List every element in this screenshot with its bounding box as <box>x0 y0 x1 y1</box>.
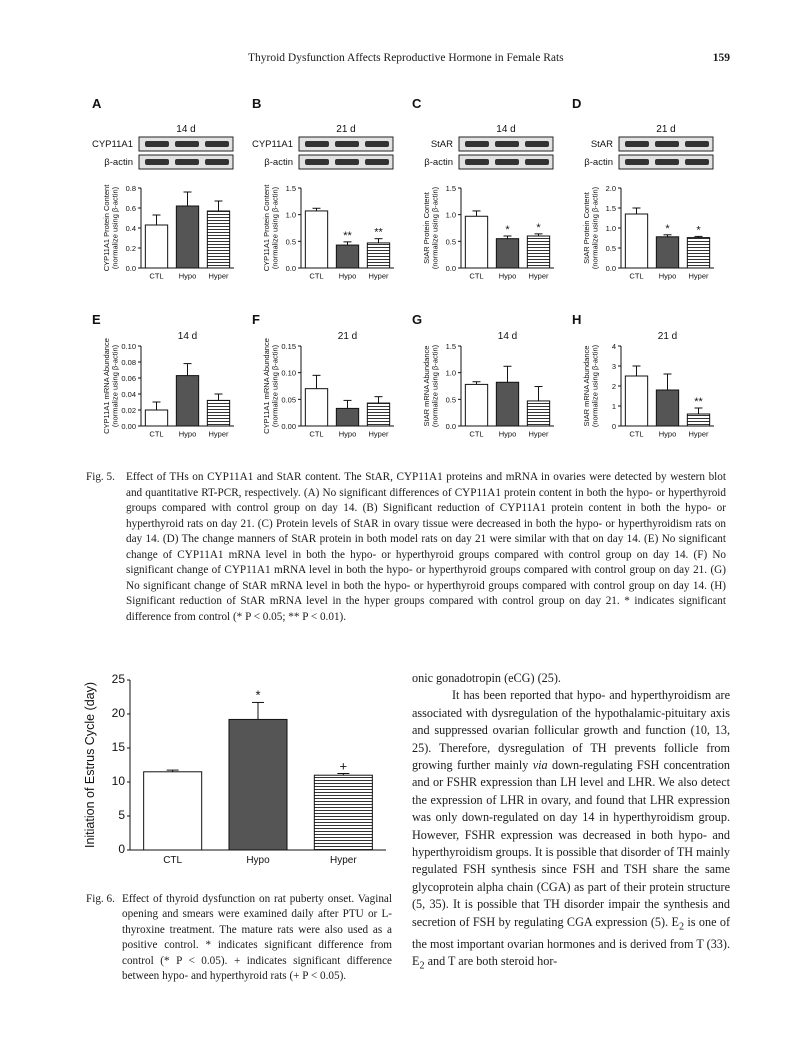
y-tick-label-f-1: 0.05 <box>281 395 296 405</box>
blot-label-c-0: StAR <box>430 139 453 150</box>
time-label-e: 14 d <box>177 331 198 342</box>
significance-mark-b-2: ** <box>374 226 383 239</box>
blot-band-b-1-0 <box>305 159 329 165</box>
panel-label-b: B <box>252 96 262 111</box>
y-tick-label-g-1: 0.5 <box>445 395 456 405</box>
y-axis-label-b-1: (normalize using β-actin) <box>270 186 280 270</box>
bar-b-hyper <box>367 243 389 268</box>
blot-band-a-0-0 <box>145 141 169 147</box>
panel-label-g: G <box>412 312 423 327</box>
significance-mark-b-1: ** <box>343 229 352 242</box>
y-tick-label-c-0: 0.0 <box>445 264 456 273</box>
blot-band-a-0-2 <box>205 141 229 147</box>
y-tick-label-b-3: 1.5 <box>285 184 296 193</box>
y-tick-label-d-0: 0.0 <box>605 264 616 273</box>
bar-c-hypo <box>496 239 518 268</box>
blot-band-c-0-1 <box>495 141 519 147</box>
y-tick-label-fig6-4: 20 <box>111 706 125 720</box>
blot-band-c-1-1 <box>495 159 519 165</box>
y-tick-label-a-2: 0.4 <box>125 224 136 233</box>
bar-b-ctl <box>305 211 327 268</box>
y-tick-label-fig6-5: 25 <box>111 672 125 686</box>
blot-band-d-1-0 <box>625 159 649 165</box>
y-axis-label-f-1: (normalize using β-actin) <box>270 344 280 428</box>
time-label-d: 21 d <box>656 124 676 135</box>
figure-5 <box>86 96 746 456</box>
figure-6-caption-label: Fig. 6. <box>86 893 115 905</box>
body-text-run: down-regulating FSH concentration and or FSHR expression than LH level and LHR. We also detect the expression of LHR in ovary, and found that LHR expression was only down-regulated on day 14 in hyperthyroidism group. However, FSHR expression was decreased in both hypo- and hyperthyroidism groups. It is possible that disorder of TH mainly regulated FSH synthesis since FSH and TSH share the same glycoprotein alpha chain (CGA) as part of their protein structure (5, 35). It is possible that TH disorder impair the synthesis and secretion of FSH by regulating CGA expression (5). E <box>412 758 730 929</box>
y-tick-label-f-2: 0.10 <box>281 368 296 378</box>
x-tick-label-h-2: Hyper <box>688 429 709 439</box>
bar-a-ctl <box>145 225 167 268</box>
significance-mark-c-2: * <box>536 221 541 234</box>
y-tick-label-b-2: 1.0 <box>285 210 296 220</box>
x-tick-label-b-1: Hypo <box>338 271 357 281</box>
y-tick-label-fig6-3: 15 <box>111 740 125 754</box>
bar-fig6-hypo <box>229 719 287 850</box>
panel-label-d: D <box>572 96 582 111</box>
x-tick-label-a-0: CTL <box>149 271 164 281</box>
y-axis-label-c-0: StAR Protein Content <box>422 192 431 264</box>
running-title: Thyroid Dysfunction Affects Reproductive Hormone in Female Rats <box>248 52 564 64</box>
y-axis-label-b-0: CYP11A1 Protein Content <box>262 184 271 272</box>
blot-label-d-1: β-actin <box>584 157 613 168</box>
y-axis-label-a-1: (normalize using β-actin) <box>110 186 120 270</box>
bar-fig6-hyper <box>314 775 372 850</box>
x-tick-label-f-0: CTL <box>309 429 324 439</box>
x-tick-label-e-1: Hypo <box>178 429 197 439</box>
y-tick-label-e-3: 0.06 <box>121 374 136 383</box>
figure-5-caption <box>86 470 726 625</box>
bar-e-hypo <box>176 376 198 426</box>
figure-6 <box>83 668 396 878</box>
significance-mark-c-1: * <box>505 224 510 236</box>
x-tick-label-d-1: Hypo <box>658 271 677 281</box>
bar-g-hyper <box>527 401 549 426</box>
x-tick-label-fig6-0: CTL <box>163 855 183 866</box>
blot-band-a-1-1 <box>175 159 199 165</box>
body-italic-run: via <box>532 758 548 773</box>
bar-g-hypo <box>496 382 518 426</box>
y-tick-label-fig6-0: 0 <box>118 842 125 856</box>
y-axis-label-e-0: CYP11A1 mRNA Abundance <box>102 338 111 434</box>
y-tick-label-h-0: 0 <box>611 422 616 431</box>
y-tick-label-d-3: 1.5 <box>605 204 616 213</box>
x-tick-label-g-2: Hyper <box>528 429 549 439</box>
blot-band-c-0-0 <box>465 141 489 147</box>
time-label-a: 14 d <box>176 124 196 135</box>
bar-c-ctl <box>465 216 487 268</box>
blot-band-b-0-1 <box>335 141 359 147</box>
y-tick-label-c-1: 0.5 <box>445 237 456 247</box>
blot-band-b-0-0 <box>305 141 329 147</box>
x-tick-label-f-1: Hypo <box>338 429 357 439</box>
y-axis-label-d-1: (normalize using β-actin) <box>590 186 600 270</box>
bar-e-hyper <box>207 400 229 426</box>
y-axis-label-g-1: (normalize using β-actin) <box>430 344 440 428</box>
blot-label-d-0: StAR <box>590 139 613 150</box>
y-tick-label-e-4: 0.08 <box>121 358 136 367</box>
y-tick-label-g-2: 1.0 <box>445 368 456 378</box>
x-tick-label-fig6-1: Hypo <box>246 855 270 866</box>
blot-band-a-1-2 <box>205 159 229 165</box>
blot-band-d-1-2 <box>685 159 709 165</box>
body-text-column <box>412 670 730 975</box>
y-axis-label-a-0: CYP11A1 Protein Content <box>102 184 111 272</box>
y-axis-label-g-0: StAR mRNA Abundance <box>422 345 431 427</box>
y-tick-label-c-2: 1.0 <box>445 210 456 220</box>
y-tick-label-f-3: 0.15 <box>281 342 296 351</box>
panel-label-f: F <box>252 312 260 327</box>
y-tick-label-a-0: 0.0 <box>125 264 136 273</box>
subscript: 2 <box>678 921 685 933</box>
blot-band-c-0-2 <box>525 141 549 147</box>
y-tick-label-f-0: 0.00 <box>281 422 296 431</box>
blot-label-c-1: β-actin <box>424 157 453 168</box>
time-label-b: 21 d <box>336 124 356 135</box>
y-tick-label-e-2: 0.04 <box>121 390 136 399</box>
bar-d-hyper <box>687 238 709 268</box>
y-tick-label-g-3: 1.5 <box>445 342 456 351</box>
time-label-c: 14 d <box>496 124 516 135</box>
time-label-g: 14 d <box>497 331 518 342</box>
bar-g-ctl <box>465 384 487 426</box>
bar-d-ctl <box>625 214 647 268</box>
y-tick-label-b-0: 0.0 <box>285 264 296 273</box>
y-tick-label-e-5: 0.10 <box>121 342 136 351</box>
bar-h-hypo <box>656 390 678 426</box>
body-text-run: and T are both steroid hor- <box>424 953 558 968</box>
body-paragraph-1: onic gonadotropin (eCG) (25). <box>412 671 561 685</box>
bar-h-ctl <box>625 376 647 426</box>
y-tick-label-fig6-1: 5 <box>118 808 125 822</box>
y-tick-label-g-0: 0.0 <box>445 422 456 431</box>
y-tick-label-a-4: 0.8 <box>125 184 136 193</box>
x-tick-label-h-0: CTL <box>629 429 644 439</box>
blot-label-b-0: CYP11A1 <box>251 139 293 150</box>
bar-b-hypo <box>336 245 358 268</box>
figure-5-canvas <box>86 96 746 456</box>
y-tick-label-c-3: 1.5 <box>445 184 456 193</box>
blot-band-d-0-0 <box>625 141 649 147</box>
bar-a-hypo <box>176 206 198 268</box>
y-axis-label-h-0: StAR mRNA Abundance <box>582 345 591 427</box>
y-tick-label-e-1: 0.02 <box>121 406 136 415</box>
bar-a-hyper <box>207 211 229 268</box>
x-tick-label-d-2: Hyper <box>688 271 709 281</box>
y-tick-label-b-1: 0.5 <box>285 237 296 247</box>
x-tick-label-g-1: Hypo <box>498 429 517 439</box>
x-tick-label-h-1: Hypo <box>658 429 677 439</box>
bar-d-hypo <box>656 237 678 268</box>
x-tick-label-fig6-2: Hyper <box>329 855 357 866</box>
y-tick-label-fig6-2: 10 <box>111 774 125 788</box>
page-number: 159 <box>712 52 730 64</box>
y-tick-label-d-4: 2.0 <box>605 184 616 193</box>
body-text-run: is one of the most important ovarian hormones and is derived from T (33). E <box>412 914 730 968</box>
y-tick-label-h-1: 1 <box>611 402 616 411</box>
significance-mark-fig6-2: + <box>339 758 348 774</box>
body-paragraph-2 <box>412 687 730 974</box>
y-axis-label-e-1: (normalize using β-actin) <box>110 344 120 428</box>
y-tick-label-a-1: 0.2 <box>125 244 136 253</box>
blot-band-d-1-1 <box>655 159 679 165</box>
x-tick-label-c-1: Hypo <box>498 271 517 281</box>
blot-band-b-1-2 <box>365 159 389 165</box>
subscript: 2 <box>419 960 425 972</box>
blot-band-d-0-2 <box>685 141 709 147</box>
bar-c-hyper <box>527 236 549 268</box>
y-axis-label-d-0: StAR Protein Content <box>582 192 591 264</box>
blot-band-b-0-2 <box>365 141 389 147</box>
x-tick-label-b-2: Hyper <box>368 271 389 281</box>
bar-fig6-ctl <box>144 772 202 850</box>
body-text-run: It has been reported that hypo- and hyperthyroidism are associated with dysregulation of the hypothalamic-pituitary axis and suppressed ovarian follicular growth and function (10, 13, 25). Therefore, dysregulation of TH prevents follicle from growing further mainly <box>412 688 730 773</box>
y-axis-label-f-0: CYP11A1 mRNA Abundance <box>262 338 271 434</box>
bar-e-ctl <box>145 410 167 426</box>
blot-band-c-1-0 <box>465 159 489 165</box>
figure-5-caption-label: Fig. 5. <box>86 471 115 483</box>
blot-band-a-1-0 <box>145 159 169 165</box>
y-tick-label-h-3: 3 <box>611 362 616 371</box>
x-tick-label-c-0: CTL <box>469 271 484 281</box>
x-tick-label-e-0: CTL <box>149 429 164 439</box>
y-axis-label-h-1: (normalize using β-actin) <box>590 344 600 428</box>
significance-mark-fig6-1: * <box>255 687 261 703</box>
blot-band-d-0-1 <box>655 141 679 147</box>
blot-label-b-1: β-actin <box>264 157 293 168</box>
figure-6-caption <box>86 892 392 984</box>
x-tick-label-a-1: Hypo <box>178 271 197 281</box>
panel-label-c: C <box>412 96 422 111</box>
bar-f-hyper <box>367 403 389 426</box>
y-tick-label-d-2: 1.0 <box>605 224 616 233</box>
x-tick-label-b-0: CTL <box>309 271 324 281</box>
x-tick-label-e-2: Hyper <box>208 429 229 439</box>
significance-mark-d-2: * <box>696 224 701 237</box>
x-tick-label-d-0: CTL <box>629 271 644 281</box>
time-label-f: 21 d <box>337 331 358 342</box>
blot-band-a-0-1 <box>175 141 199 147</box>
bar-f-ctl <box>305 389 327 426</box>
panel-label-h: H <box>572 312 582 327</box>
blot-band-c-1-2 <box>525 159 549 165</box>
y-tick-label-h-4: 4 <box>611 342 616 351</box>
figure-6-canvas <box>83 668 396 878</box>
figure-5-caption-text: Effect of THs on CYP11A1 and StAR content. The StAR, CYP11A1 proteins and mRNA in ovaries were detected by western blot and quantitative RT-PCR, respectively. (A) No significant differences of CYP11A1 protein content in both the hypo- or hyperthyroid groups compared with control group on day 14. (B) Significant reduction of CYP11A1 protein content in both the hypo- or hyperthyroid rats on day 21. (C) Protein levels of StAR in ovary tissue were decreased in both the hypo- or hyperthyroidism rats on day 14. (D) The change manners of StAR protein in both model rats on day 21 were similar with that on day 14. (E) No significant change of CYP11A1 mRNA level in both the hypo- or hyperthyroid groups compared with control group on day 14. (F) No significant change of CYP11A1 mRNA level in both the hypo- or hyperthyroid groups compared with control group on day 21. (G) No significant change of StAR mRNA level in both the hypo- or hyperthyroid groups compared with control group on day 14. (H) Significant reduction of StAR mRNA level in the hyper groups compared with control group on day 21. * indicates significant difference from control (* P < 0.05; ** P < 0.01). <box>126 471 726 623</box>
y-tick-label-d-1: 0.5 <box>605 244 616 253</box>
significance-mark-h-2: ** <box>694 396 703 408</box>
x-tick-label-c-2: Hyper <box>528 271 549 281</box>
blot-band-b-1-1 <box>335 159 359 165</box>
blot-label-a-0: CYP11A1 <box>91 139 133 150</box>
y-tick-label-h-2: 2 <box>611 382 616 391</box>
panel-label-e: E <box>92 312 101 327</box>
y-tick-label-a-3: 0.6 <box>125 204 136 213</box>
bar-h-hyper <box>687 414 709 426</box>
x-tick-label-f-2: Hyper <box>368 429 389 439</box>
figure-6-caption-text: Effect of thyroid dysfunction on rat puberty onset. Vaginal opening and smears were examined daily after PTU or L-thyroxine treatment. The mature rats were also used as a positive control. * indicates significant difference from control (* P < 0.05). + indicates significant difference between hypo- and hyperthyroid rats (+ P < 0.05). <box>122 893 392 983</box>
x-tick-label-g-0: CTL <box>469 429 484 439</box>
panel-label-a: A <box>92 96 102 111</box>
y-axis-label-c-1: (normalize using β-actin) <box>430 186 440 270</box>
y-axis-label-fig6-0: Initiation of Estrus Cycle (day) <box>83 681 97 849</box>
significance-mark-d-1: * <box>665 222 670 235</box>
bar-f-hypo <box>336 408 358 426</box>
blot-label-a-1: β-actin <box>104 157 133 168</box>
y-tick-label-e-0: 0.00 <box>121 422 136 431</box>
x-tick-label-a-2: Hyper <box>208 271 229 281</box>
time-label-h: 21 d <box>657 331 678 342</box>
